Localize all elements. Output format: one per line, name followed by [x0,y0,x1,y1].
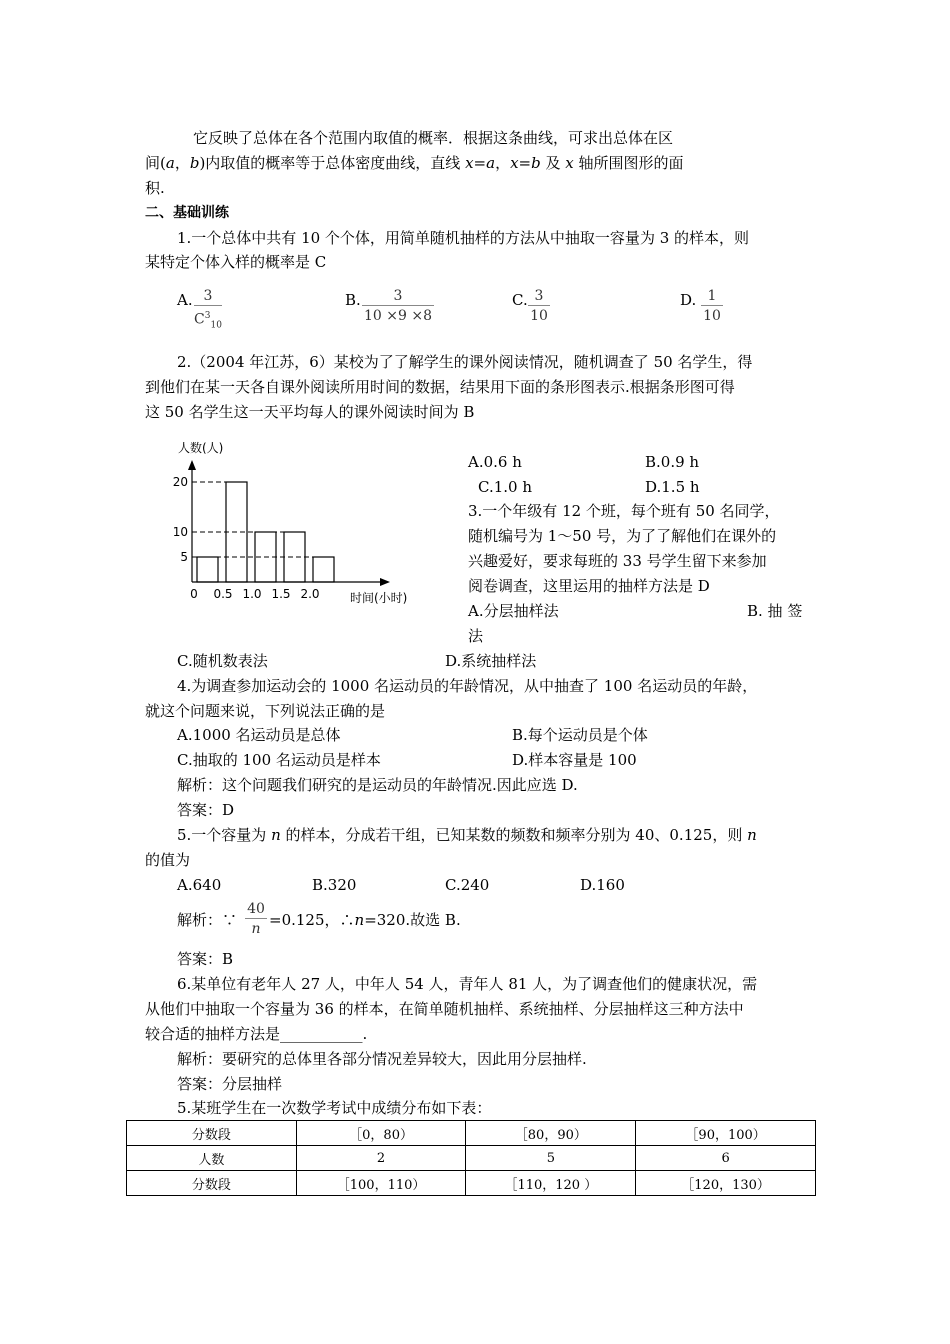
histogram-bar [197,557,218,582]
chart-x-tick-label: 1.5 [271,587,291,601]
score-distribution-table [126,1120,816,1196]
q3-option-b: B. 抽 签 [747,602,803,620]
chart-y-tick-label: 20 [172,475,188,489]
q4-answer: 答案：D [177,801,235,819]
q3-option-a: A.分层抽样法 [468,602,559,620]
table-row [127,1171,816,1196]
intro-line-2: 间(a，b)内取值的概率等于总体密度曲线，直线 x=a，x=b 及 x 轴所围图形的面 [145,154,684,172]
q6-line-3: 较合适的抽样方法是___________. [145,1025,368,1043]
q5-line-2: 的值为 [145,851,191,869]
table-cell: 2 [296,1146,466,1171]
q4-option-a: A.1000 名运动员是总体 [177,726,341,744]
q3-option-d: D.系统抽样法 [445,652,537,670]
q4-analysis: 解析：这个问题我们研究的是运动员的年龄情况.因此应选 D. [177,776,578,794]
chart-y-tick-label: 5 [180,550,188,564]
q4-option-b: B.每个运动员是个体 [512,726,648,744]
q3-option-c: C.随机数表法 [177,652,268,670]
table-cell: 分数段 [127,1171,297,1196]
chart-x-tick-label: 0.5 [213,587,233,601]
q4-option-d: D.样本容量是 100 [512,751,637,769]
table-cell: 分数段 [127,1121,297,1146]
q1-line-1: 1.一个总体中共有 10 个个体，用简单随机抽样的方法从中抽取一容量为 3 的样本，则 [177,229,750,247]
chart-y-tick-label: 10 [172,525,188,539]
table-cell: ［110，120 ） [466,1171,636,1196]
chart-x-tick-label: 1.0 [242,587,262,601]
q5-analysis-rest: =0.125，∴n=320.故选 B. [269,911,461,929]
q3-line-1: 3.一个年级有 12 个班，每个班有 50 名同学， [468,502,780,520]
q6-analysis: 解析：要研究的总体里各部分情况差异较大，因此用分层抽样. [177,1050,587,1068]
q5-analysis-prefix: 解析：∵ [177,911,238,929]
q2-line-2: 到他们在某一天各自课外阅读所用时间的数据，结果用下面的条形图表示.根据条形图可得 [145,378,735,396]
q1-option-c-label: C. [512,291,528,309]
chart-x-arrow [380,578,390,586]
q6-line-2: 从他们中抽取一个容量为 36 的样本，在简单随机抽样、系统抽样、分层抽样这三种方法中 [145,1000,744,1018]
q5-answer: 答案：B [177,950,234,968]
q1-line-2: 某特定个体入样的概率是 C [145,253,327,271]
q2-option-c: C.1.0 h [478,478,532,496]
q1-option-d-fraction: $\frac{1}{10}$ [701,287,723,326]
chart-y-label: 人数(人) [178,441,224,455]
q5-option-b: B.320 [312,876,357,894]
section-title: 二、基础训练 [145,205,229,221]
q3-line-3: 兴趣爱好，要求每班的 33 号学生留下来参加 [468,552,767,570]
q4-line-1: 4.为调查参加运动会的 1000 名运动员的年龄情况，从中抽查了 100 名运动员的年龄， [177,677,758,695]
q1-option-b-label: B. [345,291,361,309]
q6-answer: 答案：分层抽样 [177,1075,283,1093]
chart-x-label: 时间(小时) [350,591,408,605]
q4-option-c: C.抽取的 100 名运动员是样本 [177,751,381,769]
chart-x-tick-label: 2.0 [300,587,320,601]
q5-option-d: D.160 [580,876,625,894]
q1-option-a-label: A. [177,291,193,309]
q5-line-1: 5.一个容量为 n 的样本，分成若干组，已知某数的频数和频率分别为 40、0.125，则 n [177,826,757,844]
table-cell: 5 [466,1146,636,1171]
q6-line-1: 6.某单位有老年人 27 人，中年人 54 人，青年人 81 人，为了调查他们的健康状况，需 [177,975,758,993]
q1-option-c-fraction: $\frac{3}{10}$ [528,287,550,326]
reading-time-histogram [160,432,450,612]
table-cell: ［0，80） [296,1121,466,1146]
table-cell: ［80，90） [466,1121,636,1146]
q1-option-a-fraction: $\frac{3}{C^3_{10}}$ [194,287,222,335]
q2-option-d: D.1.5 h [645,478,700,496]
q5-option-c: C.240 [445,876,490,894]
q1-option-b-fraction: $\frac{3}{10 \times 9 \times 8}$ [364,288,432,324]
q2-line-1: 2.（2004 年江苏，6）某校为了了解学生的课外阅读情况，随机调查了 50 名学生，得 [177,353,753,371]
q7-line-1: 5.某班学生在一次数学考试中成绩分布如下表： [177,1099,492,1117]
table-cell: ［120，130） [636,1171,816,1196]
table-cell: ［90，100） [636,1121,816,1146]
q2-option-b: B.0.9 h [645,453,700,471]
q3-option-b-continued: 法 [468,627,484,645]
q3-line-4: 阅卷调查，这里运用的抽样方法是 D [468,577,710,595]
table-cell: 6 [636,1146,816,1171]
histogram-bar [313,557,334,582]
q5-analysis-fraction: $\frac{40}{n}$ [245,900,267,939]
intro-line-3: 积. [145,179,165,197]
chart-x-tick-label: 0 [190,587,198,601]
chart-y-arrow [188,460,196,470]
table-cell: ［100，110） [296,1171,466,1196]
q2-line-3: 这 50 名学生这一天平均每人的课外阅读时间为 B [145,403,475,421]
table-row [127,1146,816,1171]
q5-option-a: A.640 [177,876,222,894]
q4-line-2: 就这个问题来说，下列说法正确的是 [145,702,386,720]
histogram-bar [284,532,305,582]
table-cell: 人数 [127,1146,297,1171]
q2-option-a: A.0.6 h [468,453,522,471]
intro-line-1: 它反映了总体在各个范围内取值的概率．根据这条曲线，可求出总体在区 [193,129,674,147]
table-row [127,1121,816,1146]
q1-option-d-label: D. [680,291,697,309]
q3-line-2: 随机编号为 1～50 号，为了了解他们在课外的 [468,527,777,545]
